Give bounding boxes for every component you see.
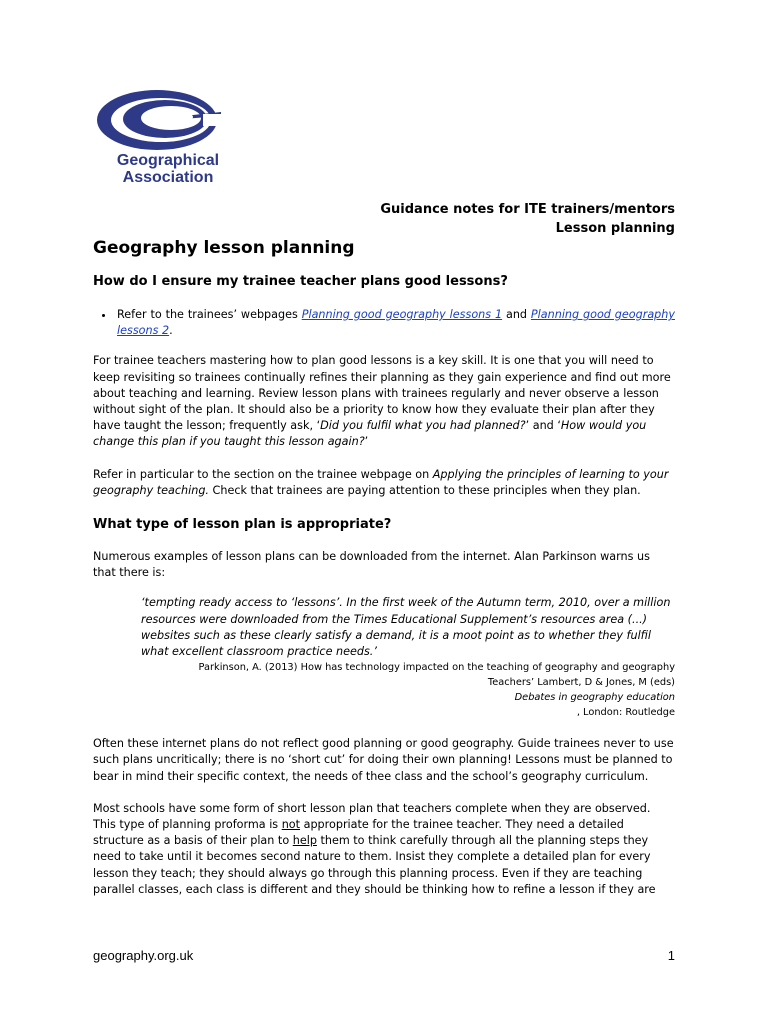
section1-paragraph-1	[93, 353, 675, 450]
section1-paragraph-2	[93, 467, 675, 499]
para1-text: For trainee teachers mastering how to plan good lessons is a key skill. It is one that you will need to keep revisiting so trainees continually refines their planning as they gain experience and find out more about teaching and learning. Review lesson plans with trainees regularly and never observe a lesson without sight of the plan. It should also be a priority to know how they evaluate their plan after they have taught the lesson; frequently ask, ‘	[93, 354, 671, 433]
footer-website: geography.org.uk	[93, 948, 194, 963]
citation-publisher: , London: Routledge	[576, 707, 675, 719]
logo-line-2: Association	[122, 169, 214, 186]
para1-question-2: How would you change this plan if you taught this lesson again?	[93, 419, 647, 449]
para1-question-1: Did you fulfil what you had planned?	[320, 419, 526, 433]
para1-mid: ’ and ‘	[525, 419, 561, 433]
citation-authors: Teachers’ Lambert, D & Jones, M (eds)	[487, 677, 675, 689]
globe-swirl-icon	[95, 86, 223, 152]
para3-pre: Most schools have some form of short lesson plan that teachers complete when they are observed. This type of planning proforma is	[93, 801, 651, 832]
logo-line-1: Geographical	[116, 152, 220, 169]
guidance-line-1: Guidance notes for ITE trainers/mentors	[380, 202, 675, 217]
para2-post: Check that trainees are paying attention to these principles when they plan.	[208, 483, 641, 497]
bullet-text-post: .	[169, 324, 173, 338]
reference-list	[93, 307, 675, 339]
section2-paragraph-3	[93, 801, 675, 898]
citation-book-title: Debates in geography education	[514, 692, 675, 704]
bullet-text-mid: and	[502, 308, 531, 321]
section2-paragraph-2: Often these internet plans do not reflect good planning or good geography. Guide trainees never to use such plans uncritically; there is no ‘short cut’ for doing their own planning! Lessons must be planned to bear in mind their specific context, the needs of thee class and the school’s geography curriculum.	[93, 737, 674, 783]
planning-lessons-2-link[interactable]: Planning good geography lessons 2	[117, 308, 675, 338]
section2-heading: What type of lesson plan is appropriate?	[93, 517, 392, 533]
logo-wordmark	[103, 152, 233, 186]
para3-not: not	[281, 818, 301, 832]
parkinson-quote: ‘tempting ready access to ‘lessons’. In the first week of the Autumn term, 2010, over a million resources were downloaded from the Times Educational Supplement’s resources area (...) websites such as these clearly satisfy a demand, it is a moot point as to whether they fulfil what excellent classroom practice needs.’	[141, 596, 671, 659]
document-body	[93, 236, 675, 914]
page-number: 1	[667, 948, 675, 963]
reference-bullet	[115, 307, 675, 339]
citation-line-1: Parkinson, A. (2013) How has technology impacted on the teaching of geography and geography	[198, 662, 675, 674]
para2-italic: Applying the principles of learning to your geography teaching.	[93, 467, 669, 497]
quote-citation	[93, 660, 675, 720]
para2-pre: Refer in particular to the section on the trainee webpage on	[93, 467, 433, 481]
section1-heading: How do I ensure my trainee teacher plans good lessons?	[93, 274, 508, 289]
citation-line-2	[93, 675, 675, 720]
para3-mid: appropriate for the trainee teacher. They need a detailed structure as a basis of their plan to	[93, 818, 624, 848]
guidance-line-2: Lesson planning	[555, 221, 675, 236]
guidance-header	[380, 200, 675, 238]
section2-paragraph-1: Numerous examples of lesson plans can be downloaded from the internet. Alan Parkinson warns us that there is:	[93, 550, 650, 580]
page-title: Geography lesson planning	[93, 238, 355, 258]
planning-lessons-1-link[interactable]: Planning good geography lessons 1	[301, 308, 503, 321]
para3-help: help	[292, 834, 317, 848]
para3-post: them to think carefully through all the planning steps they need to take until it becomes second nature to them. Insist they complete a detailed plan for every lesson they teach; they should always go through this planning process. Even if they are teaching parallel classes, each class is different and they should be thinking how to refine a lesson if they are	[93, 834, 656, 896]
geographical-association-logo	[93, 86, 233, 190]
para1-end: ’	[364, 435, 369, 449]
bullet-text-pre: Refer to the trainees’ webpages	[117, 308, 302, 321]
